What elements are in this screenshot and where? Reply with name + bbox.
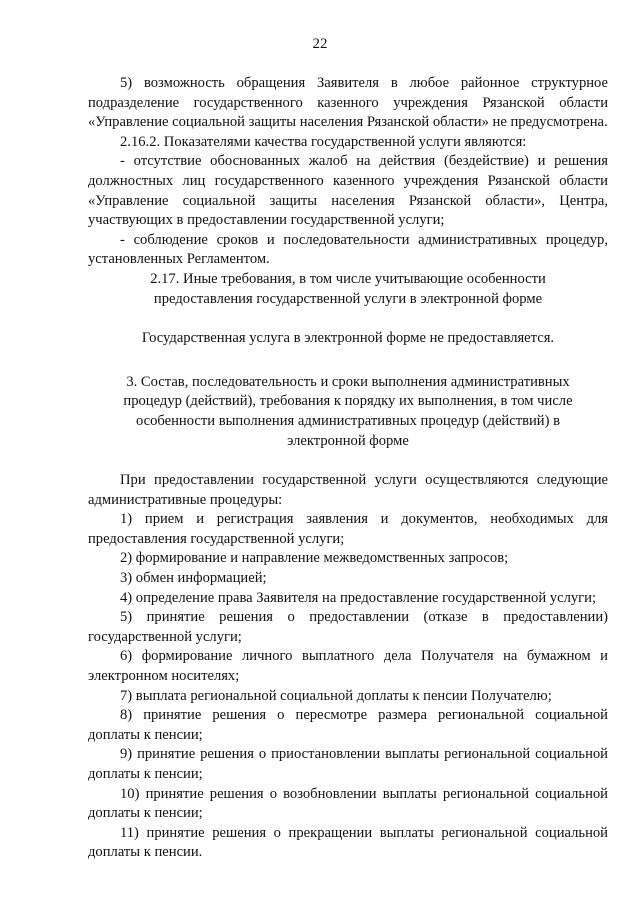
- section-3-intro: При предоставлении государственной услуги осуществляются следующие административные процедуры:: [88, 472, 608, 508]
- page-number: 22: [312, 36, 328, 52]
- procedure-item: 4) определение права Заявителя на предоставление государственной услуги;: [120, 589, 596, 606]
- section-3-heading: 3. Состав, последовательность и сроки выполнения административных процедур (действий), требования к порядку их выполнения, в том числе особенности выполнения административных процедур (действий) в электронной форме: [123, 373, 573, 449]
- procedure-item: 5) принятие решения о предоставлении (отказе в предоставлении) государственной услуги;: [88, 609, 608, 645]
- paragraph-no-complaints: - отсутствие обоснованных жалоб на действия (бездействие) и решения должностных лиц государственного казенного учреждения Рязанской области «Управление социальной защиты населения Рязанской области», Центра, участвующих в предоставлении государственной услуги;: [88, 153, 608, 229]
- document-body: [88, 74, 608, 863]
- procedure-item: 11) принятие решения о прекращении выплаты региональной социальной доплаты к пенсии.: [88, 824, 608, 861]
- procedure-item: 1) прием и регистрация заявления и документов, необходимых для предоставления государственной услуги;: [88, 511, 608, 547]
- procedure-item: 6) формирование личного выплатного дела Получателя на бумажном и электронном носителях;: [88, 648, 608, 685]
- paragraph-deadlines: - соблюдение сроков и последовательности административных процедур, установленных Регламентом.: [88, 231, 608, 268]
- procedure-item: 3) обмен информацией;: [120, 570, 267, 587]
- procedure-item: 8) принятие решения о пересмотре размера региональной социальной доплаты к пенсии;: [88, 707, 608, 743]
- paragraph-quality-indicators: 2.16.2. Показателями качества государственной услуги являются:: [120, 133, 527, 150]
- procedure-item: 2) формирование и направление межведомственных запросов;: [120, 550, 509, 567]
- paragraph-item-5: 5) возможность обращения Заявителя в любое районное структурное подразделение государственного казенного учреждения Рязанской области «Управление социальной защиты населения Рязанской области» не предусмотрена.: [88, 75, 608, 131]
- procedure-item: 7) выплата региональной социальной доплаты к пенсии Получателю;: [120, 687, 552, 704]
- procedure-item: 9) принятие решения о приостановлении выплаты региональной социальной доплаты к пенсии;: [88, 746, 608, 782]
- section-2-17-heading: 2.17. Иные требования, в том числе учитывающие особенности предоставления государственной услуги в электронной форме: [150, 270, 546, 307]
- procedure-item: 10) принятие решения о возобновлении выплаты региональной социальной доплаты к пенсии;: [88, 785, 608, 822]
- section-2-17-text: Государственная услуга в электронной форме не предоставляется.: [141, 330, 555, 347]
